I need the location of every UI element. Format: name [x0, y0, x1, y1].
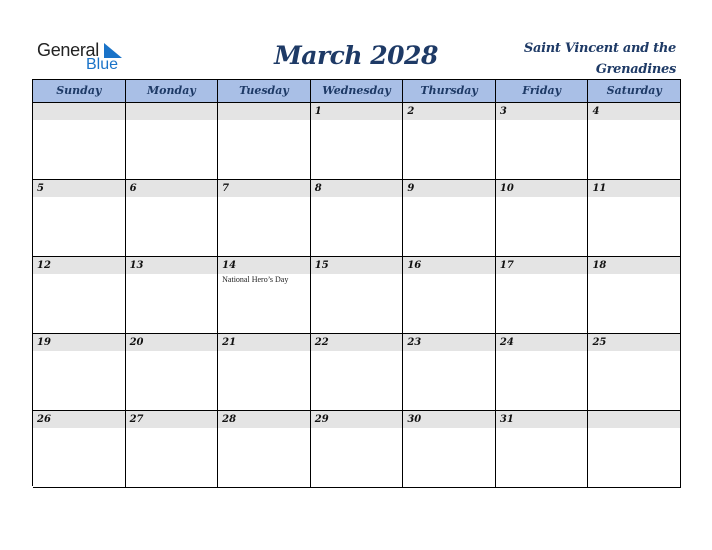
day-date-strip — [311, 103, 403, 120]
day-cell — [33, 103, 126, 180]
day-date-strip — [311, 257, 403, 274]
day-cell — [588, 257, 681, 334]
week-row — [33, 180, 681, 257]
day-cell — [496, 334, 589, 411]
day-cell — [311, 411, 404, 488]
day-number: 17 — [499, 260, 514, 271]
day-cell — [311, 180, 404, 257]
week-row — [33, 257, 681, 334]
week-row — [33, 411, 681, 488]
day-date-strip — [403, 334, 495, 351]
day-number: 2 — [407, 106, 415, 117]
day-number: 14 — [222, 260, 237, 271]
generalblue-logo — [37, 40, 127, 74]
day-date-strip — [496, 257, 588, 274]
weekday-header-thursday: Thursday — [403, 80, 496, 103]
day-cell — [126, 257, 219, 334]
day-cell — [496, 103, 589, 180]
weekday-header-tuesday: Tuesday — [218, 80, 311, 103]
day-number: 31 — [499, 414, 514, 425]
week-row — [33, 103, 681, 180]
day-date-strip — [126, 411, 218, 428]
day-date-strip — [311, 411, 403, 428]
day-date-strip — [218, 180, 310, 197]
day-number: 19 — [37, 337, 51, 348]
day-cell — [33, 334, 126, 411]
day-number: 22 — [314, 337, 329, 348]
weekday-header-saturday: Saturday — [588, 80, 681, 103]
day-date-strip — [218, 257, 310, 274]
day-date-strip — [588, 257, 680, 274]
calendar-title: March 2028 — [274, 41, 438, 70]
day-cell — [403, 411, 496, 488]
day-number: 27 — [129, 414, 144, 425]
day-cell — [496, 180, 589, 257]
day-cell — [126, 411, 219, 488]
day-number: 6 — [129, 183, 137, 194]
day-number: 1 — [314, 106, 322, 117]
weekday-header-friday: Friday — [496, 80, 589, 103]
day-cell — [403, 180, 496, 257]
weekday-header-row — [33, 80, 681, 103]
day-date-strip — [496, 334, 588, 351]
day-number: 23 — [407, 337, 422, 348]
day-cell — [126, 334, 219, 411]
day-date-strip — [588, 180, 680, 197]
day-date-strip — [33, 103, 125, 120]
day-cell — [588, 411, 681, 488]
day-cell — [126, 180, 219, 257]
day-number: 12 — [37, 260, 51, 271]
day-number: 9 — [407, 183, 415, 194]
day-date-strip — [403, 257, 495, 274]
weekday-header-sunday: Sunday — [33, 80, 126, 103]
day-date-strip — [311, 334, 403, 351]
day-cell — [218, 103, 311, 180]
day-cell — [33, 411, 126, 488]
country-name — [476, 38, 676, 80]
holiday-label: National Hero’s Day — [222, 275, 289, 284]
country-name-line-2: Grenadines — [595, 62, 676, 77]
day-date-strip — [126, 180, 218, 197]
day-cell — [403, 103, 496, 180]
day-date-strip — [311, 180, 403, 197]
day-date-strip — [403, 411, 495, 428]
day-cell — [403, 334, 496, 411]
weekday-header-monday: Monday — [126, 80, 219, 103]
day-number: 21 — [222, 337, 237, 348]
day-number: 29 — [314, 414, 329, 425]
day-date-strip — [218, 411, 310, 428]
day-number: 5 — [37, 183, 44, 194]
day-number: 24 — [499, 337, 514, 348]
day-number: 11 — [592, 183, 607, 194]
day-date-strip — [588, 411, 680, 428]
day-date-strip — [496, 180, 588, 197]
day-cell — [588, 180, 681, 257]
day-date-strip — [218, 103, 310, 120]
day-number: 28 — [222, 414, 237, 425]
day-cell — [311, 334, 404, 411]
day-number: 7 — [222, 183, 230, 194]
day-number: 4 — [592, 106, 600, 117]
day-cell — [311, 103, 404, 180]
day-number: 8 — [314, 183, 322, 194]
weeks-container — [33, 103, 681, 488]
day-cell — [33, 180, 126, 257]
day-cell — [588, 334, 681, 411]
day-cell — [218, 257, 311, 334]
day-date-strip — [126, 103, 218, 120]
day-date-strip — [496, 103, 588, 120]
logo-text-blue: Blue — [86, 56, 119, 73]
day-date-strip — [33, 180, 125, 197]
day-cell — [403, 257, 496, 334]
day-cell — [311, 257, 404, 334]
day-number: 20 — [129, 337, 144, 348]
day-number: 15 — [314, 260, 329, 271]
day-date-strip — [126, 334, 218, 351]
day-date-strip — [403, 180, 495, 197]
day-number: 10 — [499, 183, 514, 194]
week-row — [33, 334, 681, 411]
day-cell — [218, 411, 311, 488]
day-date-strip — [588, 103, 680, 120]
day-cell — [218, 180, 311, 257]
day-cell — [218, 334, 311, 411]
day-number: 16 — [407, 260, 422, 271]
day-cell — [33, 257, 126, 334]
weekday-header-wednesday: Wednesday — [311, 80, 404, 103]
day-date-strip — [33, 334, 125, 351]
day-cell — [496, 411, 589, 488]
day-cell — [588, 103, 681, 180]
logo-text-general: General — [37, 40, 99, 60]
day-number: 3 — [499, 106, 507, 117]
day-date-strip — [588, 334, 680, 351]
day-date-strip — [218, 334, 310, 351]
day-date-strip — [33, 257, 125, 274]
day-date-strip — [126, 257, 218, 274]
day-number: 25 — [592, 337, 607, 348]
day-date-strip — [403, 103, 495, 120]
day-number: 30 — [407, 414, 422, 425]
day-number: 18 — [592, 260, 607, 271]
day-number: 26 — [37, 414, 51, 425]
day-cell — [496, 257, 589, 334]
day-date-strip — [496, 411, 588, 428]
day-cell — [126, 103, 219, 180]
calendar-grid — [32, 79, 681, 486]
country-name-line-1: Saint Vincent and the — [523, 41, 676, 56]
day-date-strip — [33, 411, 125, 428]
day-number: 13 — [129, 260, 144, 271]
